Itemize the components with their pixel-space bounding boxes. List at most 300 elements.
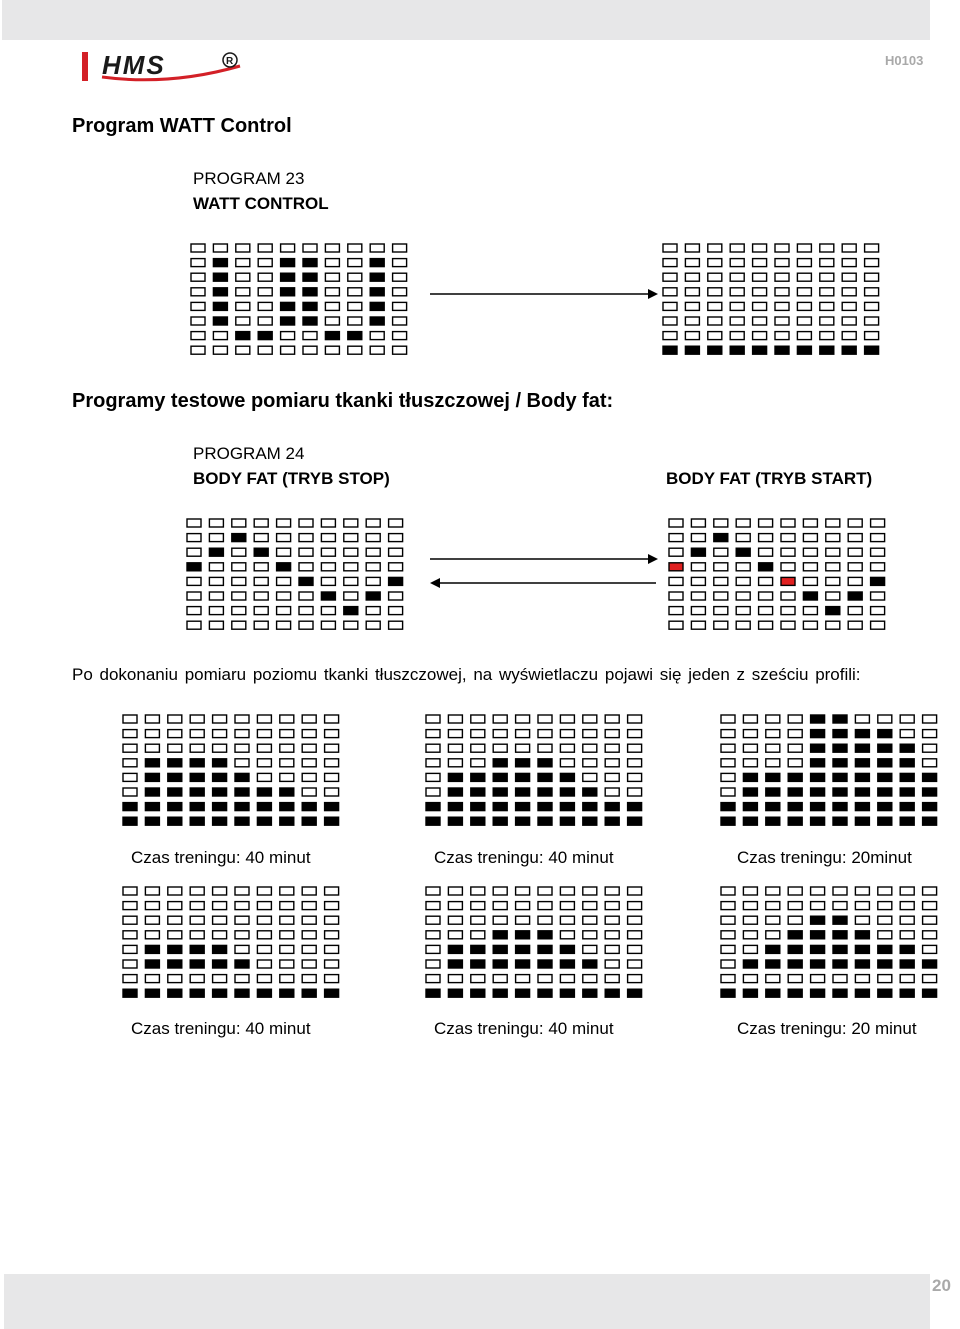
led-cell-off	[583, 975, 597, 983]
led-cell-off	[730, 244, 744, 252]
led-cell-off	[605, 945, 619, 953]
led-cell-off	[560, 916, 574, 924]
led-cell-off	[280, 945, 294, 953]
led-cell-off	[842, 332, 856, 340]
led-cell-off	[299, 519, 313, 527]
led-cell-off	[865, 332, 879, 340]
led-cell-off	[669, 519, 683, 527]
led-cell-on	[628, 803, 642, 811]
led-cell-off	[426, 730, 440, 738]
led-cell-off	[878, 916, 892, 924]
led-cell-off	[759, 592, 773, 600]
led-cell-off	[426, 916, 440, 924]
led-cell-off	[560, 759, 574, 767]
led-cell-off	[280, 715, 294, 723]
led-cell-off	[685, 288, 699, 296]
led-cell-off	[325, 744, 339, 752]
led-cell-red	[781, 577, 795, 585]
led-cell-off	[232, 621, 246, 629]
led-cell-off	[280, 887, 294, 895]
led-cell-off	[389, 621, 403, 629]
led-cell-off	[325, 715, 339, 723]
led-cell-off	[302, 902, 316, 910]
led-cell-off	[865, 259, 879, 267]
led-cell-off	[325, 759, 339, 767]
led-grid-profile-5	[425, 886, 643, 1001]
led-cell-off	[811, 975, 825, 983]
led-cell-off	[123, 773, 137, 781]
led-cell-off	[775, 259, 789, 267]
led-cell-on	[583, 817, 597, 825]
led-cell-on	[370, 259, 384, 267]
led-cell-off	[254, 621, 268, 629]
led-cell-off	[366, 563, 380, 571]
led-grid-profile-2	[425, 714, 643, 829]
led-cell-off	[900, 916, 914, 924]
led-cell-off	[900, 931, 914, 939]
led-cell-off	[691, 519, 705, 527]
led-cell-off	[213, 244, 227, 252]
led-cell-off	[691, 577, 705, 585]
led-cell-off	[257, 887, 271, 895]
led-cell-off	[236, 317, 250, 325]
led-cell-off	[538, 715, 552, 723]
led-cell-off	[123, 916, 137, 924]
led-cell-on	[213, 759, 227, 767]
led-cell-off	[281, 346, 295, 354]
led-grid-profile-6	[720, 886, 938, 1001]
led-cell-on	[900, 945, 914, 953]
led-cell-off	[123, 945, 137, 953]
led-cell-off	[448, 931, 462, 939]
led-grid-watt-before	[190, 243, 408, 358]
led-cell-off	[848, 563, 862, 571]
led-cell-on	[923, 773, 937, 781]
led-cell-off	[366, 621, 380, 629]
led-cell-off	[781, 563, 795, 571]
led-cell-on	[775, 346, 789, 354]
led-cell-on	[190, 759, 204, 767]
led-cell-off	[370, 244, 384, 252]
led-cell-off	[865, 273, 879, 281]
led-cell-on	[855, 945, 869, 953]
led-cell-on	[516, 989, 530, 997]
header-bar	[2, 0, 930, 40]
led-cell-off	[781, 621, 795, 629]
led-cell-off	[842, 273, 856, 281]
led-cell-on	[254, 548, 268, 556]
led-cell-off	[753, 259, 767, 267]
led-cell-on	[900, 960, 914, 968]
led-cell-off	[303, 244, 317, 252]
led-cell-off	[538, 887, 552, 895]
led-cell-on	[426, 989, 440, 997]
led-cell-off	[393, 332, 407, 340]
led-cell-on	[538, 788, 552, 796]
led-cell-on	[277, 563, 291, 571]
led-cell-off	[820, 259, 834, 267]
led-cell-on	[736, 548, 750, 556]
led-cell-on	[236, 332, 250, 340]
led-cell-off	[325, 302, 339, 310]
led-cell-off	[299, 621, 313, 629]
led-cell-on	[833, 759, 847, 767]
led-cell-off	[389, 519, 403, 527]
led-cell-on	[583, 788, 597, 796]
led-cell-off	[389, 563, 403, 571]
led-cell-off	[663, 332, 677, 340]
led-cell-on	[714, 534, 728, 542]
led-cell-off	[775, 244, 789, 252]
led-cell-on	[493, 788, 507, 796]
led-cell-on	[811, 744, 825, 752]
led-cell-off	[191, 332, 205, 340]
led-cell-off	[820, 288, 834, 296]
led-cell-off	[721, 730, 735, 738]
led-cell-on	[628, 989, 642, 997]
led-cell-off	[560, 744, 574, 752]
led-cell-on	[168, 945, 182, 953]
led-cell-off	[753, 302, 767, 310]
led-cell-off	[788, 730, 802, 738]
led-cell-on	[685, 346, 699, 354]
led-cell-on	[281, 302, 295, 310]
led-cell-off	[187, 592, 201, 600]
led-cell-off	[123, 715, 137, 723]
led-cell-on	[145, 989, 159, 997]
led-cell-off	[299, 592, 313, 600]
led-cell-on	[842, 346, 856, 354]
page-number: 20	[932, 1276, 951, 1295]
led-cell-off	[281, 332, 295, 340]
led-cell-on	[426, 817, 440, 825]
led-cell-on	[257, 788, 271, 796]
led-cell-off	[302, 730, 316, 738]
led-cell-off	[325, 730, 339, 738]
led-cell-off	[708, 273, 722, 281]
led-cell-off	[865, 317, 879, 325]
led-cell-off	[538, 916, 552, 924]
led-cell-off	[923, 931, 937, 939]
led-cell-on	[833, 945, 847, 953]
led-cell-off	[878, 975, 892, 983]
led-cell-off	[493, 902, 507, 910]
led-cell-off	[448, 730, 462, 738]
led-cell-on	[820, 346, 834, 354]
led-cell-off	[426, 744, 440, 752]
led-cell-off	[736, 592, 750, 600]
led-cell-on	[721, 803, 735, 811]
led-cell-on	[878, 744, 892, 752]
led-cell-off	[236, 273, 250, 281]
led-cell-off	[855, 887, 869, 895]
led-cell-off	[820, 244, 834, 252]
led-cell-off	[123, 931, 137, 939]
led-cell-off	[493, 730, 507, 738]
led-cell-off	[714, 577, 728, 585]
led-cell-off	[781, 607, 795, 615]
led-cell-on	[370, 317, 384, 325]
led-cell-off	[325, 975, 339, 983]
led-cell-off	[833, 887, 847, 895]
led-cell-off	[235, 715, 249, 723]
led-cell-off	[628, 945, 642, 953]
led-cell-off	[393, 273, 407, 281]
led-cell-on	[900, 759, 914, 767]
led-cell-off	[721, 773, 735, 781]
led-cell-on	[538, 960, 552, 968]
led-cell-off	[448, 759, 462, 767]
led-cell-off	[797, 317, 811, 325]
led-cell-off	[277, 621, 291, 629]
led-cell-on	[281, 259, 295, 267]
led-cell-off	[426, 715, 440, 723]
led-cell-off	[325, 945, 339, 953]
led-cell-off	[900, 715, 914, 723]
led-cell-off	[448, 887, 462, 895]
led-cell-off	[516, 744, 530, 752]
led-cell-off	[803, 577, 817, 585]
led-cell-off	[236, 244, 250, 252]
led-cell-off	[923, 887, 937, 895]
led-cell-on	[281, 317, 295, 325]
led-cell-off	[280, 773, 294, 781]
led-cell-off	[348, 273, 362, 281]
led-cell-off	[471, 916, 485, 924]
led-cell-off	[685, 259, 699, 267]
led-cell-off	[426, 887, 440, 895]
led-cell-off	[448, 902, 462, 910]
led-cell-off	[145, 916, 159, 924]
led-cell-on	[258, 332, 272, 340]
led-cell-off	[583, 759, 597, 767]
led-cell-off	[797, 332, 811, 340]
led-cell-off	[759, 621, 773, 629]
led-cell-off	[833, 902, 847, 910]
led-cell-off	[299, 607, 313, 615]
led-cell-off	[583, 931, 597, 939]
led-cell-off	[865, 288, 879, 296]
led-cell-on	[325, 332, 339, 340]
led-cell-off	[759, 577, 773, 585]
led-cell-on	[281, 288, 295, 296]
led-cell-off	[538, 902, 552, 910]
led-cell-off	[168, 931, 182, 939]
led-cell-on	[471, 945, 485, 953]
led-cell-off	[145, 744, 159, 752]
led-cell-off	[583, 945, 597, 953]
led-cell-on	[123, 989, 137, 997]
led-cell-off	[730, 317, 744, 325]
led-cell-off	[168, 916, 182, 924]
led-cell-off	[871, 592, 885, 600]
led-cell-on	[766, 945, 780, 953]
led-cell-off	[605, 759, 619, 767]
led-cell-off	[721, 887, 735, 895]
led-cell-off	[775, 288, 789, 296]
led-cell-off	[605, 773, 619, 781]
led-cell-off	[254, 607, 268, 615]
led-cell-off	[663, 273, 677, 281]
led-cell-off	[923, 715, 937, 723]
led-cell-off	[302, 773, 316, 781]
led-cell-on	[708, 346, 722, 354]
led-cell-off	[325, 960, 339, 968]
led-cell-off	[811, 902, 825, 910]
led-cell-off	[842, 244, 856, 252]
arrow-right-icon	[430, 288, 660, 300]
program-23-number: PROGRAM 23	[193, 169, 305, 188]
led-cell-on	[833, 916, 847, 924]
led-cell-off	[471, 730, 485, 738]
led-cell-off	[708, 302, 722, 310]
led-cell-off	[370, 346, 384, 354]
led-cell-on	[833, 931, 847, 939]
led-cell-off	[190, 887, 204, 895]
led-cell-off	[628, 916, 642, 924]
led-cell-on	[303, 259, 317, 267]
led-cell-on	[303, 288, 317, 296]
led-cell-off	[325, 916, 339, 924]
led-cell-on	[833, 730, 847, 738]
led-cell-on	[471, 773, 485, 781]
led-cell-off	[826, 519, 840, 527]
led-cell-off	[871, 563, 885, 571]
led-cell-on	[560, 803, 574, 811]
led-cell-off	[685, 244, 699, 252]
led-cell-off	[448, 975, 462, 983]
led-cell-off	[516, 730, 530, 738]
led-cell-off	[257, 975, 271, 983]
led-cell-off	[538, 744, 552, 752]
led-cell-off	[628, 744, 642, 752]
led-cell-off	[628, 759, 642, 767]
led-cell-on	[743, 803, 757, 811]
led-cell-off	[235, 759, 249, 767]
led-cell-on	[538, 759, 552, 767]
led-cell-off	[708, 317, 722, 325]
led-cell-off	[187, 577, 201, 585]
led-cell-on	[213, 302, 227, 310]
led-cell-off	[344, 519, 358, 527]
led-cell-off	[426, 931, 440, 939]
led-cell-on	[833, 817, 847, 825]
led-cell-off	[628, 887, 642, 895]
led-cell-off	[721, 931, 735, 939]
led-cell-off	[191, 346, 205, 354]
led-cell-off	[663, 259, 677, 267]
led-cell-on	[855, 817, 869, 825]
led-cell-off	[393, 259, 407, 267]
led-cell-off	[325, 902, 339, 910]
led-cell-on	[865, 346, 879, 354]
led-cell-on	[235, 817, 249, 825]
led-cell-on	[213, 817, 227, 825]
led-cell-off	[721, 744, 735, 752]
led-cell-on	[471, 803, 485, 811]
led-cell-off	[788, 975, 802, 983]
led-cell-on	[900, 788, 914, 796]
led-cell-off	[736, 534, 750, 542]
led-cell-off	[254, 577, 268, 585]
led-cell-off	[123, 744, 137, 752]
led-cell-on	[213, 945, 227, 953]
led-cell-off	[426, 960, 440, 968]
led-cell-off	[393, 346, 407, 354]
led-cell-off	[669, 577, 683, 585]
led-cell-off	[348, 317, 362, 325]
led-cell-off	[213, 887, 227, 895]
led-cell-off	[721, 715, 735, 723]
led-cell-on	[878, 989, 892, 997]
led-cell-on	[811, 916, 825, 924]
led-cell-off	[865, 244, 879, 252]
led-cell-off	[190, 975, 204, 983]
led-cell-off	[766, 916, 780, 924]
led-cell-off	[797, 302, 811, 310]
led-cell-on	[493, 803, 507, 811]
led-cell-on	[923, 788, 937, 796]
led-cell-off	[258, 244, 272, 252]
led-cell-on	[560, 773, 574, 781]
led-cell-off	[190, 744, 204, 752]
led-cell-on	[190, 788, 204, 796]
led-cell-off	[714, 519, 728, 527]
led-cell-on	[788, 960, 802, 968]
led-cell-off	[258, 317, 272, 325]
led-cell-off	[803, 534, 817, 542]
led-cell-off	[803, 607, 817, 615]
led-cell-on	[811, 803, 825, 811]
led-cell-on	[235, 989, 249, 997]
led-cell-on	[516, 759, 530, 767]
led-cell-on	[811, 730, 825, 738]
led-cell-on	[878, 773, 892, 781]
led-cell-off	[232, 577, 246, 585]
led-cell-off	[871, 519, 885, 527]
led-cell-off	[366, 519, 380, 527]
profile-2-caption: Czas treningu: 40 minut	[434, 848, 614, 867]
led-cell-on	[302, 989, 316, 997]
led-cell-off	[257, 730, 271, 738]
led-cell-on	[826, 607, 840, 615]
led-cell-on	[855, 730, 869, 738]
led-cell-off	[743, 715, 757, 723]
led-cell-off	[145, 931, 159, 939]
led-cell-on	[766, 989, 780, 997]
program-24-name: BODY FAT (TRYB STOP)	[193, 469, 390, 488]
led-cell-off	[325, 931, 339, 939]
led-cell-off	[516, 887, 530, 895]
led-cell-off	[257, 916, 271, 924]
led-cell-on	[878, 803, 892, 811]
led-cell-off	[743, 902, 757, 910]
led-cell-off	[788, 887, 802, 895]
led-cell-off	[743, 887, 757, 895]
led-cell-off	[826, 563, 840, 571]
led-cell-on	[190, 803, 204, 811]
led-cell-off	[691, 607, 705, 615]
led-cell-off	[855, 916, 869, 924]
led-cell-on	[281, 273, 295, 281]
led-cell-off	[348, 244, 362, 252]
led-grid-body-fat-stop	[186, 518, 404, 633]
led-cell-off	[923, 902, 937, 910]
led-cell-on	[833, 803, 847, 811]
profile-4-caption: Czas treningu: 40 minut	[131, 1019, 311, 1038]
led-cell-on	[743, 989, 757, 997]
led-cell-off	[190, 902, 204, 910]
